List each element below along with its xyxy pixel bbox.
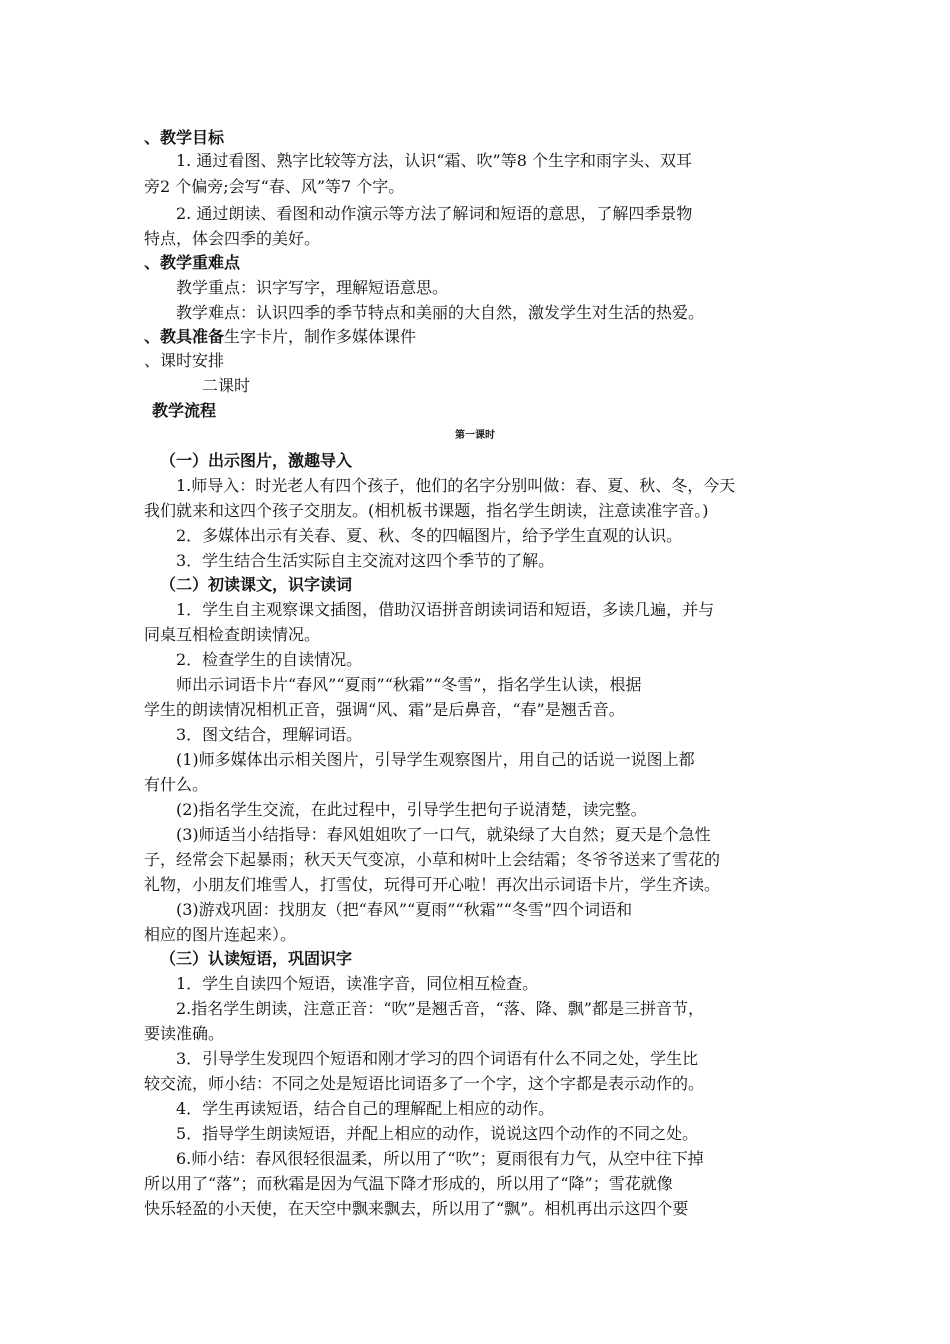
- goal-2-line-1: 2. 通过朗读、看图和动作演示等方法了解词和短语的意思，了解四季景物: [176, 204, 693, 223]
- part-1-line: 我们就来和这四个孩子交朋友。(相机板书课题，指名学生朗读，注意读准字音。): [144, 501, 709, 520]
- section-heading-goals: 、教学目标: [144, 128, 225, 147]
- goal-1-line-1: 1. 通过看图、熟字比较等方法，认识“霜、吹”等8 个生字和雨字头、双耳: [176, 151, 692, 170]
- schedule-content: 二课时: [202, 376, 251, 395]
- part-2-heading: （二）初读课文，识字读词: [160, 575, 353, 594]
- lesson-title: 第一课时: [455, 430, 495, 441]
- flow-title: 教学流程: [152, 401, 217, 420]
- part-2-line: 师出示词语卡片“春风”“夏雨”“秋霜”“冬雪”，指名学生认读，根据: [176, 675, 642, 694]
- section-heading-materials: 、教具准备: [144, 327, 225, 346]
- part-2-line: 子，经常会下起暴雨；秋天天气变凉，小草和树叶上会结霜；冬爷爷送来了雪花的: [144, 850, 721, 869]
- part-2-line: 有什么。: [144, 775, 209, 794]
- section-materials: [144, 326, 416, 348]
- key-point: 教学重点：识字写字，理解短语意思。: [176, 278, 449, 297]
- part-2-line: (3)师适当小结指导：春风姐姐吹了一口气，就染绿了大自然；夏天是个急性: [176, 825, 711, 844]
- part-2-line: (1)师多媒体出示相关图片，引导学生观察图片，用自己的话说一说图上都: [176, 750, 695, 769]
- part-3-line: 1．学生自读四个短语，读准字音，同位相互检查。: [176, 974, 539, 993]
- section-heading-schedule: 、课时安排: [144, 351, 225, 370]
- goal-2-line-2: 特点，体会四季的美好。: [144, 229, 321, 248]
- part-3-line: 5．指导学生朗读短语，并配上相应的动作，说说这四个动作的不同之处。: [176, 1124, 699, 1143]
- part-1-heading: （一）出示图片，激趣导入: [160, 451, 353, 470]
- part-1-line: 1.师导入：时光老人有四个孩子，他们的名字分别叫做：春、夏、秋、冬，今天: [176, 476, 736, 495]
- part-3-line: 所以用了“落”；而秋霜是因为气温下降才形成的，所以用了“降”；雪花就像: [144, 1174, 673, 1193]
- part-3-line: 快乐轻盈的小天使，在天空中飘来飘去，所以用了“飘”。相机再出示这四个要: [144, 1199, 689, 1218]
- difficulty-point: 教学难点：认识四季的季节特点和美丽的大自然，激发学生对生活的热爱。: [176, 303, 705, 322]
- part-2-line: 学生的朗读情况相机正音，强调“风、霜”是后鼻音，“春”是翘舌音。: [144, 700, 625, 719]
- part-2-line: (3)游戏巩固：找朋友（把“春风”“夏雨”“秋霜”“冬雪”四个词语和: [176, 900, 633, 919]
- part-3-line: 4．学生再读短语，结合自己的理解配上相应的动作。: [176, 1099, 555, 1118]
- part-3-line: 较交流，师小结：不同之处是短语比词语多了一个字，这个字都是表示动作的。: [144, 1074, 705, 1093]
- part-3-line: 要读准确。: [144, 1024, 225, 1043]
- part-2-line: (2)指名学生交流，在此过程中，引导学生把句子说清楚，读完整。: [176, 800, 647, 819]
- part-2-line: 同桌互相检查朗读情况。: [144, 625, 321, 644]
- part-3-line: 2.指名学生朗读，注意正音：“吹”是翘舌音，“落、降、飘”都是三拼音节，: [176, 999, 704, 1018]
- part-2-line: 3．图文结合，理解词语。: [176, 725, 363, 744]
- part-3-heading: （三）认读短语，巩固识字: [160, 949, 353, 968]
- part-1-line: 3．学生结合生活实际自主交流对这四个季节的了解。: [176, 551, 555, 570]
- part-2-line: 1．学生自主观察课文插图，借助汉语拼音朗读词语和短语，多读几遍，并与: [176, 600, 715, 619]
- part-1-line: 2．多媒体出示有关春、夏、秋、冬的四幅图片，给予学生直观的认识。: [176, 526, 683, 545]
- section-heading-key-points: 、教学重难点: [144, 253, 241, 272]
- materials-content: 生字卡片，制作多媒体课件: [224, 327, 417, 346]
- part-3-line: 6.师小结：春风很轻很温柔，所以用了“吹”；夏雨很有力气，从空中往下掉: [176, 1149, 704, 1168]
- part-2-line: 相应的图片连起来）。: [144, 925, 297, 944]
- part-2-line: 2．检查学生的自读情况。: [176, 650, 363, 669]
- part-3-line: 3．引导学生发现四个短语和刚才学习的四个词语有什么不同之处，学生比: [176, 1049, 699, 1068]
- goal-1-line-2: 旁2 个偏旁;会写“春、风”等7 个字。: [144, 177, 405, 196]
- part-2-line: 礼物，小朋友们堆雪人，打雪仗，玩得可开心啦！再次出示词语卡片，学生齐读。: [144, 875, 721, 894]
